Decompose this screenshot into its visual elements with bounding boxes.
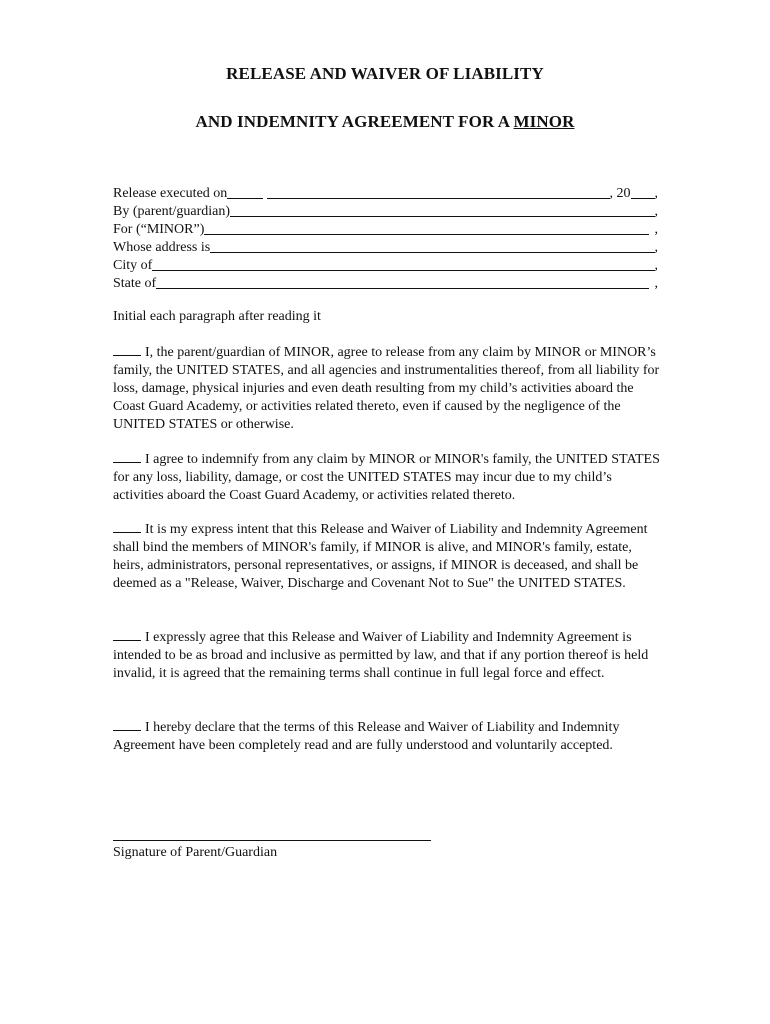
city-field[interactable]	[152, 257, 654, 271]
paragraph-text: I expressly agree that this Release and Waiver of Liability and Indemnity Agreement is intended to be as broad and inclusive as permitted by law, and that if any portion thereof is held invalid, it is agreed that the remaining terms shall continue in full legal force and effect.	[113, 630, 649, 681]
signature-label: Signature of Parent/Guardian	[113, 845, 278, 860]
minor-label: For (“MINOR”)	[113, 222, 205, 237]
document-subtitle	[0, 112, 770, 132]
document-title: RELEASE AND WAIVER OF LIABILITY	[226, 64, 544, 83]
state-end: ,	[654, 276, 658, 291]
paragraph-declaration	[113, 719, 661, 755]
state-label: State of	[113, 276, 157, 291]
parent-guardian-end: ,	[654, 204, 658, 219]
address-label: Whose address is	[113, 240, 211, 255]
minor-end: ,	[654, 222, 658, 237]
paragraph-intent	[113, 521, 661, 593]
release-executed-label: Release executed on	[113, 186, 228, 201]
paragraph-scope	[113, 629, 661, 683]
state-row	[113, 274, 658, 292]
city-end: ,	[654, 258, 658, 273]
release-executed-end: ,	[654, 186, 658, 201]
release-executed-date-field[interactable]	[267, 185, 609, 199]
paragraph-indemnify	[113, 451, 661, 505]
paragraph-text: I, the parent/guardian of MINOR, agree to release from any claim by MINOR or MINOR’s family, the UNITED STATES, and all agencies and instrumentalities thereof, from all liability for loss, damage, physical injuries and even death resulting from my child’s activities aboard the Coast Guard Academy, or activities related thereto, even if caused by the negligence of the UNITED STATES or otherwise.	[113, 345, 660, 432]
initial-field[interactable]	[113, 629, 141, 641]
paragraph-text: I hereby declare that the terms of this Release and Waiver of Liability and Indemnity Agreement have been completely read and are fully understood and voluntarily accepted.	[113, 720, 620, 753]
subtitle-underlined-word: MINOR	[513, 112, 575, 131]
state-field[interactable]	[156, 275, 648, 289]
parent-guardian-field[interactable]	[230, 203, 654, 217]
paragraph-text: I agree to indemnify from any claim by MINOR or MINOR's family, the UNITED STATES for any loss, liability, damage, or cost the UNITED STATES may incur due to my child’s activities aboard the Coast Guard Academy, or activities related thereto.	[113, 452, 660, 503]
year-field[interactable]	[631, 185, 655, 199]
address-row	[113, 238, 658, 256]
year-prefix: , 20	[609, 186, 631, 201]
minor-row	[113, 220, 658, 238]
address-end: ,	[654, 240, 658, 255]
form-fields	[113, 184, 658, 292]
release-executed-row	[113, 184, 658, 202]
parent-guardian-row	[113, 202, 658, 220]
initial-field[interactable]	[113, 451, 141, 463]
signature-line[interactable]	[113, 840, 431, 841]
city-row	[113, 256, 658, 274]
instruction-text: Initial each paragraph after reading it	[113, 309, 321, 324]
release-executed-short-blank[interactable]	[227, 185, 263, 199]
initial-field[interactable]	[113, 719, 141, 731]
initial-field[interactable]	[113, 521, 141, 533]
parent-guardian-label: By (parent/guardian)	[113, 204, 231, 219]
minor-field[interactable]	[204, 221, 648, 235]
initial-field[interactable]	[113, 344, 141, 356]
address-field[interactable]	[210, 239, 654, 253]
city-label: City of	[113, 258, 153, 273]
paragraph-release	[113, 344, 661, 434]
paragraph-text: It is my express intent that this Release and Waiver of Liability and Indemnity Agreement shall bind the members of MINOR's family, if MINOR is alive, and MINOR's family, estate, heirs, administrators, personal representatives, or assigns, if MINOR is deceased, and shall be deemed as a "Release, Waiver, Discharge and Covenant Not to Sue" the UNITED STATES.	[113, 522, 648, 591]
subtitle-text: AND INDEMNITY AGREEMENT FOR A	[195, 112, 514, 131]
